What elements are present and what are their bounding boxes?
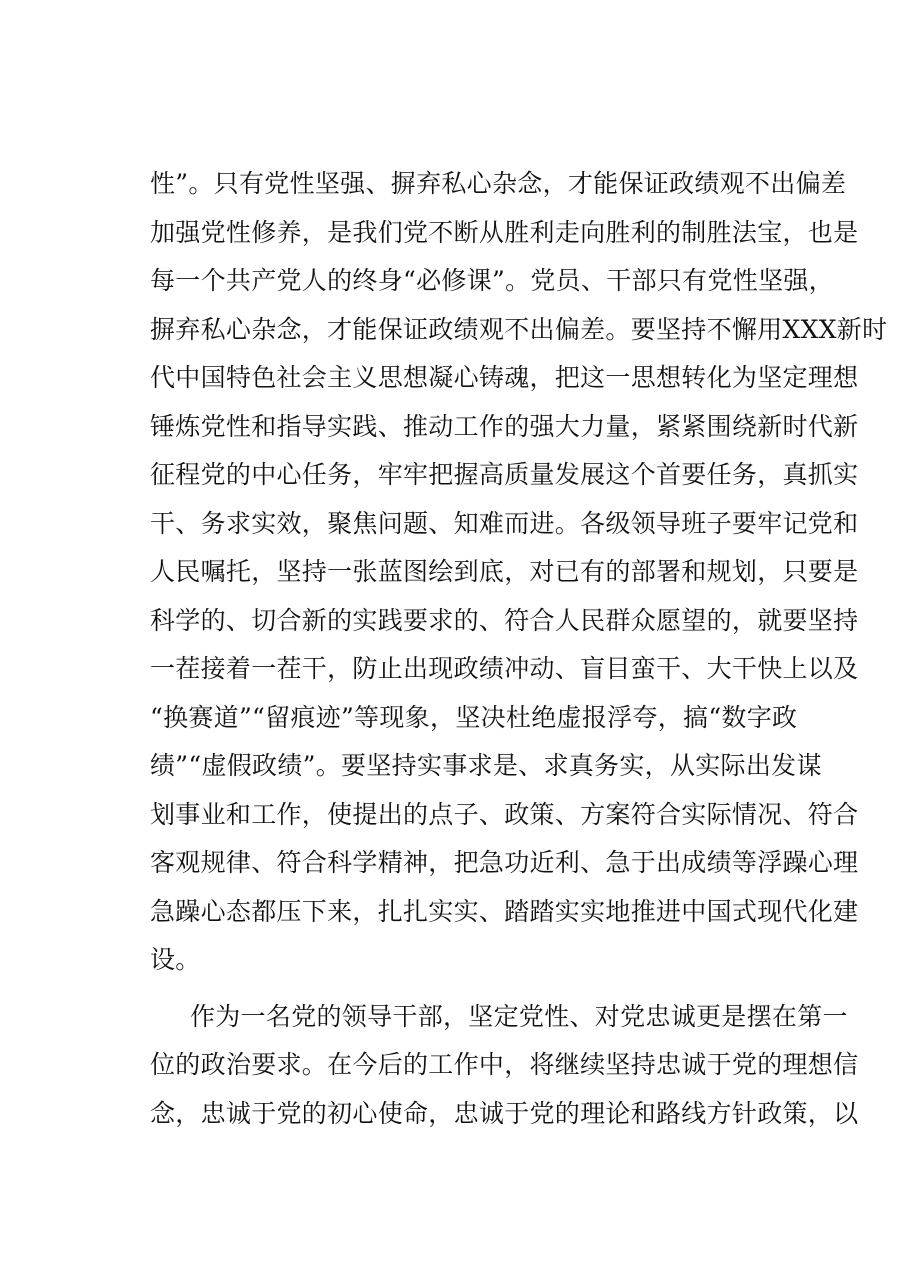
- text-line: 客观规律、符合科学精神，把急功近利、急于出成绩等浮躁心理: [150, 848, 859, 877]
- text-line: 干、务求实效，聚焦问题、知难而进。各级领导班子要牢记党和: [150, 508, 859, 538]
- text-line: 每一个共产党人的终身“必修课”。党员、干部只有党性坚强，: [150, 266, 834, 295]
- text-line: 划事业和工作，使提出的点子、政策、方案符合实际情况、符合: [150, 799, 859, 829]
- text-line: 一茬接着一茬干，防止出现政绩冲动、盲目蛮干、大干快上以及: [150, 654, 859, 683]
- text-line: 科学的、切合新的实践要求的、符合人民群众愿望的，就要坚持: [150, 605, 859, 635]
- paragraph-gap: [150, 985, 810, 993]
- text-line: 绩”“虚假政绩”。要坚持实事求是、求真务实，从实际出发谋: [150, 751, 822, 780]
- text-line: 念，忠诚于党的初心使命，忠诚于党的理论和路线方针政策，以: [150, 1098, 859, 1128]
- text-line-indented: 作为一名党的领导干部，坚定党性、对党忠诚更是摆在第一: [190, 1001, 848, 1031]
- text-line: 代中国特色社会主义思想凝心铸魂，把这一思想转化为坚定理想: [150, 363, 859, 392]
- text-line: 征程党的中心任务，牢牢把握高质量发展这个首要任务，真抓实: [150, 460, 859, 489]
- text-line: 摒弃私心杂念，才能保证政绩观不出偏差。要坚持不懈用XXX新时: [150, 314, 888, 344]
- text-line: 人民嘱托，坚持一张蓝图绘到底，对已有的部署和规划，只要是: [150, 557, 859, 586]
- text-line: 急躁心态都压下来，扎扎实实、踏踏实实地推进中国式现代化建: [150, 896, 859, 926]
- text-line: “换赛道”“留痕迹”等现象，坚决杜绝虚报浮夸，搞“数字政: [150, 702, 798, 732]
- text-line: 性”。只有党性坚强、摒弃私心杂念，才能保证政绩观不出偏差: [150, 169, 847, 198]
- text-line: 设。: [150, 945, 201, 974]
- body-text: [150, 160, 888, 1138]
- paragraph-1: [150, 160, 888, 985]
- text-line: 位的政治要求。在今后的工作中，将继续坚持忠诚于党的理想信: [150, 1050, 859, 1079]
- text-line: 加强党性修养，是我们党不断从胜利走向胜利的制胜法宝，也是: [150, 217, 859, 247]
- paragraph-2: [150, 993, 859, 1139]
- text-line: 锤炼党性和指导实践、推动工作的强大力量，紧紧围绕新时代新: [150, 411, 859, 441]
